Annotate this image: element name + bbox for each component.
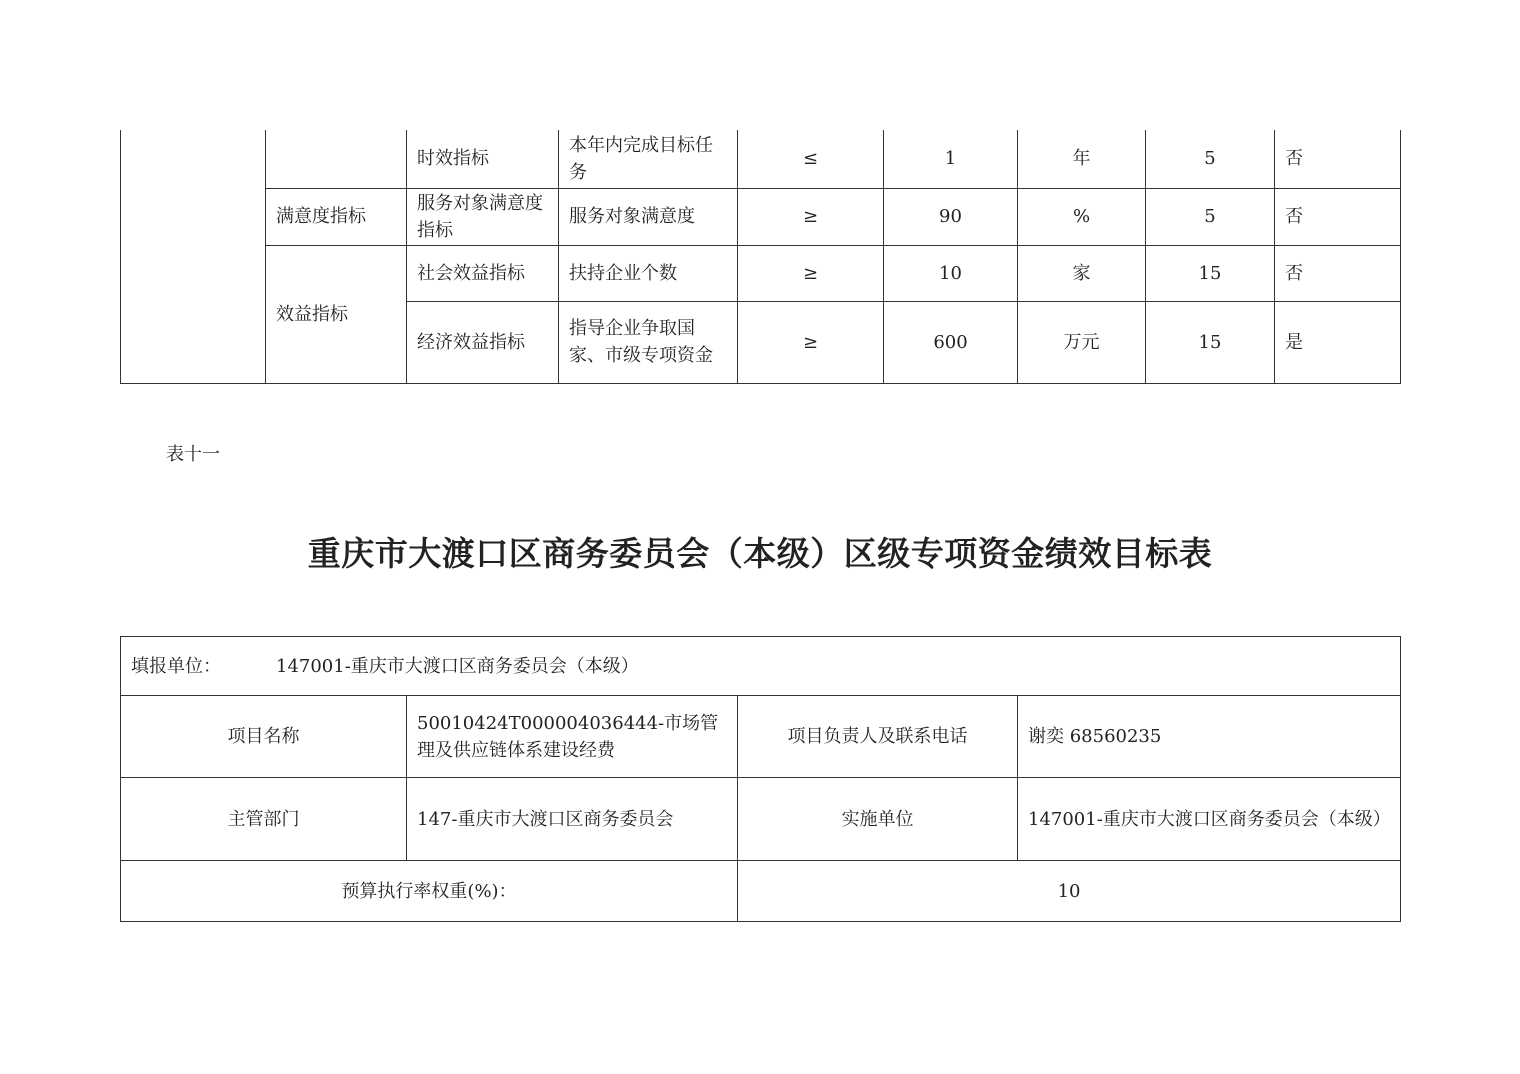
dept-value: 147-重庆市大渡口区商务委员会 bbox=[407, 778, 738, 861]
indicator-cell: 扶持企业个数 bbox=[559, 245, 738, 301]
core-cell: 是 bbox=[1275, 301, 1401, 383]
category-cell: 满意度指标 bbox=[266, 188, 407, 245]
core-cell: 否 bbox=[1275, 188, 1401, 245]
dept-label: 主管部门 bbox=[121, 778, 407, 861]
page-title: 重庆市大渡口区商务委员会（本级）区级专项资金绩效目标表 bbox=[307, 534, 1213, 573]
unit-cell: 万元 bbox=[1018, 301, 1146, 383]
table-row bbox=[121, 637, 1401, 696]
sub-indicator-cell: 服务对象满意度指标 bbox=[407, 188, 559, 245]
value-cell: 1 bbox=[884, 130, 1018, 188]
impl-value: 147001-重庆市大渡口区商务委员会（本级） bbox=[1018, 778, 1401, 861]
unit-cell: 家 bbox=[1018, 245, 1146, 301]
indicator-cell: 指导企业争取国家、市级专项资金 bbox=[559, 301, 738, 383]
project-info-table bbox=[120, 636, 1401, 922]
impl-label: 实施单位 bbox=[738, 778, 1018, 861]
sub-indicator-cell: 经济效益指标 bbox=[407, 301, 559, 383]
project-name-value: 50010424T000004036444-市场管理及供应链体系建设经费 bbox=[407, 696, 738, 778]
weight-cell: 5 bbox=[1146, 188, 1275, 245]
category-cell: 效益指标 bbox=[266, 245, 407, 383]
unit-cell: % bbox=[1018, 188, 1146, 245]
table-row bbox=[121, 130, 1401, 188]
indicator-cell: 本年内完成目标任务 bbox=[559, 130, 738, 188]
table-row bbox=[121, 696, 1401, 778]
sub-indicator-cell: 社会效益指标 bbox=[407, 245, 559, 301]
value-cell: 10 bbox=[884, 245, 1018, 301]
unit-cell: 年 bbox=[1018, 130, 1146, 188]
operator-cell: ≤ bbox=[738, 130, 884, 188]
operator-cell: ≥ bbox=[738, 245, 884, 301]
budget-weight-label: 预算执行率权重(%)： bbox=[121, 861, 738, 922]
table-row bbox=[121, 245, 1401, 301]
contact-value: 谢奕 68560235 bbox=[1018, 696, 1401, 778]
operator-cell: ≥ bbox=[738, 301, 884, 383]
core-cell: 否 bbox=[1275, 245, 1401, 301]
value-cell: 600 bbox=[884, 301, 1018, 383]
sub-indicator-cell: 时效指标 bbox=[407, 130, 559, 188]
table-number: 表十一 bbox=[166, 444, 220, 465]
weight-cell: 15 bbox=[1146, 245, 1275, 301]
weight-cell: 15 bbox=[1146, 301, 1275, 383]
table-row bbox=[121, 188, 1401, 245]
budget-weight-value: 10 bbox=[738, 861, 1401, 922]
value-cell: 90 bbox=[884, 188, 1018, 245]
filling-unit-cell bbox=[121, 637, 1401, 696]
category-cell bbox=[266, 130, 407, 188]
operator-cell: ≥ bbox=[738, 188, 884, 245]
indicator-cell: 服务对象满意度 bbox=[559, 188, 738, 245]
filling-unit-label: 填报单位： bbox=[131, 655, 221, 677]
filling-unit-value: 147001-重庆市大渡口区商务委员会（本级） bbox=[276, 655, 639, 677]
project-name-label: 项目名称 bbox=[121, 696, 407, 778]
contact-label: 项目负责人及联系电话 bbox=[738, 696, 1018, 778]
level1-cell bbox=[121, 130, 266, 383]
indicator-table bbox=[120, 130, 1401, 384]
weight-cell: 5 bbox=[1146, 130, 1275, 188]
core-cell: 否 bbox=[1275, 130, 1401, 188]
table-row bbox=[121, 861, 1401, 922]
table-row bbox=[121, 778, 1401, 861]
